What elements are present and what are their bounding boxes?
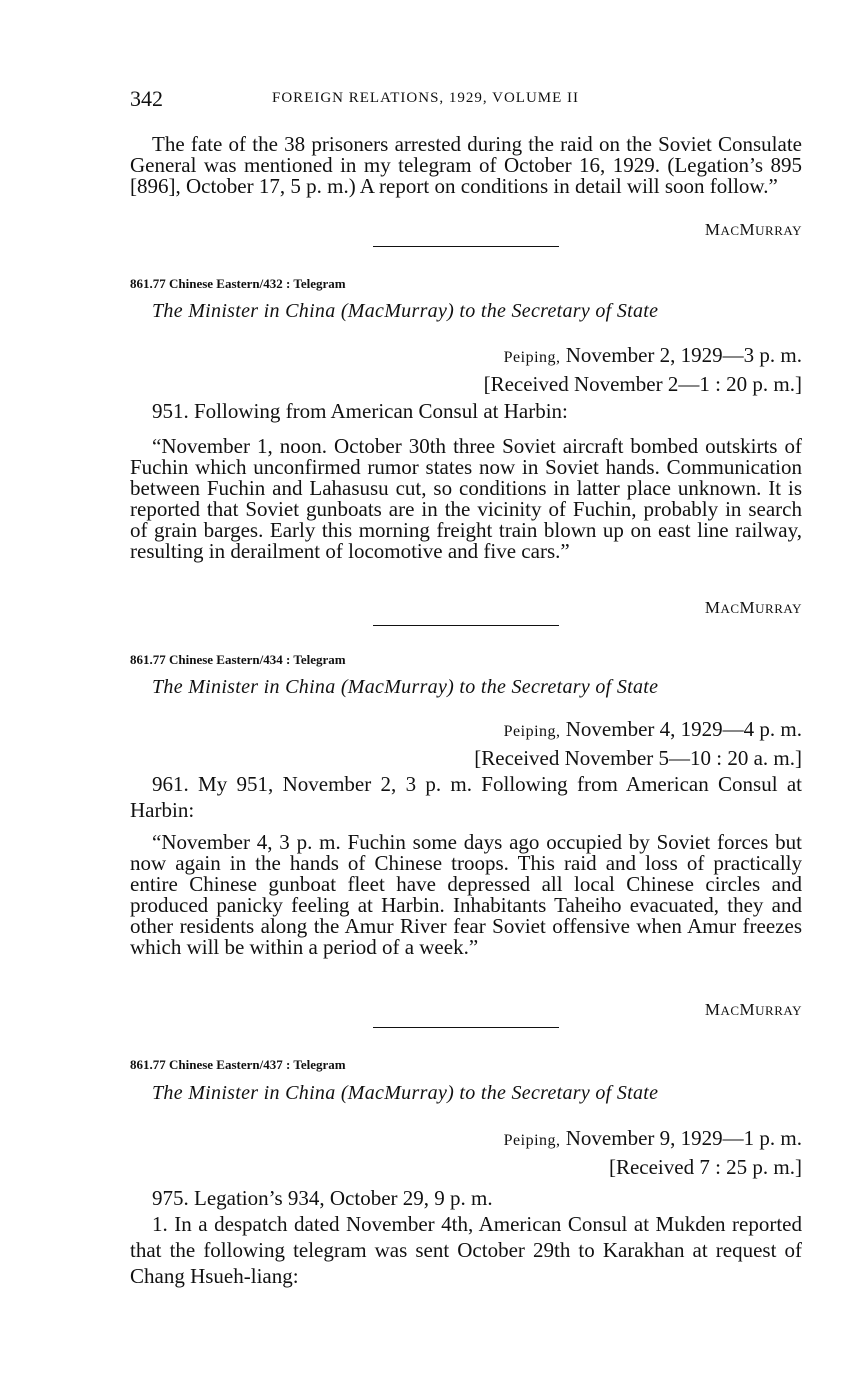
signature-macmurray-3	[705, 1000, 802, 1020]
running-title: FOREIGN RELATIONS, 1929, VOLUME II	[272, 90, 580, 106]
document-heading: The Minister in China (MacMurray) to the Secretary of State	[152, 676, 659, 698]
sig-smallcaps: URRAY	[755, 223, 802, 238]
section-divider	[373, 625, 559, 626]
paragraph: 975. Legation’s 934, October 29, 9 p. m.	[152, 1186, 493, 1210]
signature-macmurray-2	[705, 598, 802, 618]
sig-smallcaps: AC	[720, 601, 740, 616]
paragraph: 961. My 951, November 2, 3 p. m. Following from American Consul at Harbin:	[130, 772, 802, 822]
sig-letter: M	[704, 598, 721, 617]
date-time: November 9, 1929—1 p. m.	[560, 1126, 802, 1150]
quoted-telegram: “November 4, 3 p. m. Fuchin some days ago occupied by Soviet forces but now again in the hands of Chinese troops. This raid and loss of practically entire Chinese gunboat fleet have depressed all local Chinese circles and produced panicky feeling at Harbin. Inhabitants Taheiho evacuated, they and other residents along the Amur River fear Soviet offensive when Amur freezes which will be within a period of a week.”	[130, 830, 802, 959]
sig-letter: M	[704, 220, 721, 239]
quoted-telegram: “November 1, noon. October 30th three Soviet aircraft bombed outskirts of Fuchin which unconfirmed rumor states now in Soviet hands. Communication between Fuchin and Lahasusu cut, so conditions in latter place unknown. It is reported that Soviet gunboats are in the vicinity of Fuchin, probably in search of grain barges. Early this morning freight train blown up on east line railway, resulting in derailment of locomotive and five cars.”	[130, 434, 802, 563]
paragraph: 951. Following from American Consul at Harbin:	[152, 399, 568, 423]
received-line: [Received November 5—10 : 20 a. m.]	[474, 746, 802, 770]
received-line: [Received November 2—1 : 20 p. m.]	[483, 372, 802, 396]
page-number: 342	[130, 86, 163, 111]
received-line: [Received 7 : 25 p. m.]	[608, 1155, 802, 1179]
place-name: Peiping,	[503, 349, 561, 366]
place-name: Peiping,	[503, 723, 561, 740]
sig-smallcaps: AC	[720, 1003, 740, 1018]
sig-smallcaps: URRAY	[755, 601, 802, 616]
place-date	[484, 342, 802, 371]
dateline	[504, 1125, 802, 1180]
file-reference: 861.77 Chinese Eastern/437 : Telegram	[130, 1057, 346, 1072]
date-time: November 4, 1929—4 p. m.	[560, 717, 802, 741]
file-reference: 861.77 Chinese Eastern/432 : Telegram	[130, 276, 346, 291]
sig-letter: M	[739, 598, 756, 617]
intro-paragraph: The fate of the 38 prisoners arrested during the raid on the Soviet Consulate General was mentioned in my telegram of October 16, 1929. (Legation’s 895 [896], October 17, 5 p. m.) A report on conditions in detail will soon follow.”	[130, 132, 802, 198]
sig-letter: M	[704, 1000, 721, 1019]
dateline	[484, 342, 802, 397]
sig-smallcaps: AC	[720, 223, 740, 238]
place-name: Peiping,	[503, 1132, 561, 1149]
section-divider	[373, 246, 559, 247]
signature-macmurray-1	[705, 220, 802, 240]
document-heading: The Minister in China (MacMurray) to the Secretary of State	[152, 1082, 659, 1104]
paragraph: 1. In a despatch dated November 4th, American Consul at Mukden reported that the following telegram was sent October 29th to Karakhan at request of Chang Hsueh-liang:	[130, 1212, 802, 1288]
place-date	[474, 716, 802, 745]
section-divider	[373, 1027, 559, 1028]
sig-letter: M	[739, 1000, 756, 1019]
sig-smallcaps: URRAY	[755, 1003, 802, 1018]
file-reference: 861.77 Chinese Eastern/434 : Telegram	[130, 652, 346, 667]
place-date	[504, 1125, 802, 1154]
dateline	[474, 716, 802, 771]
document-heading: The Minister in China (MacMurray) to the Secretary of State	[152, 300, 659, 322]
date-time: November 2, 1929—3 p. m.	[560, 343, 802, 367]
sig-letter: M	[739, 220, 756, 239]
